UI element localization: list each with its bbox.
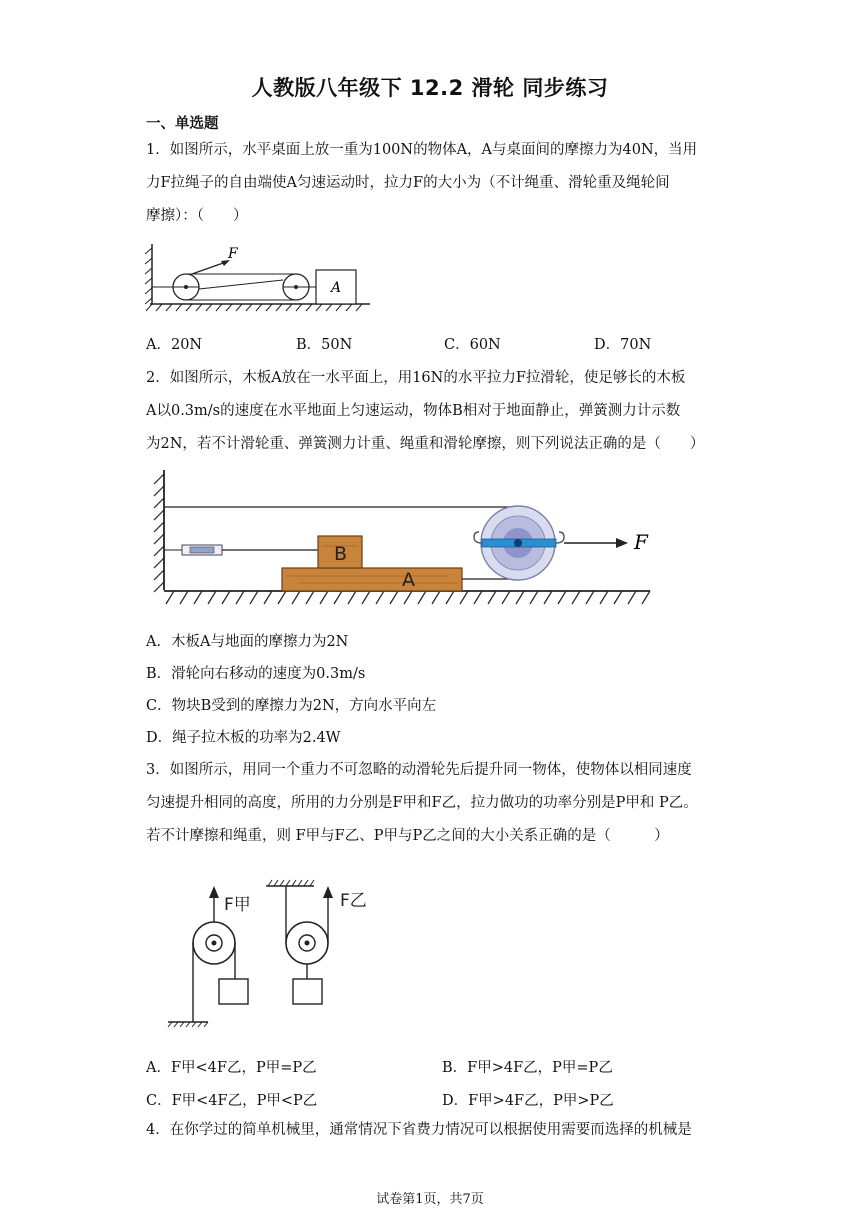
question-1-line-1: 1．如图所示，水平桌面上放一重为100N的物体A，A与桌面间的摩擦力为40N，当用 (146, 142, 698, 158)
question-1-option-a[interactable]: A．20N (146, 337, 203, 353)
question-3-option-b[interactable]: B．F甲>4F乙，P甲=P乙 (442, 1060, 613, 1076)
question-1-line-2: 力F拉绳子的自由端使A匀速运动时，拉力F的大小为（不计绳重、滑轮重及绳轮间 (146, 175, 670, 191)
question-4-line-1: 4．在你学过的简单机械里，通常情况下省费力情况可以根据使用需要而选择的机械是 (146, 1122, 692, 1138)
question-2-option-a[interactable]: A．木板A与地面的摩擦力为2N (146, 634, 349, 650)
question-2-figure (148, 468, 658, 610)
question-1-option-d[interactable]: D．70N (594, 337, 652, 353)
page-title: 人教版八年级下 12.2 滑轮 同步练习 (251, 76, 609, 100)
page-footer: 试卷第1页，共7页 (376, 1192, 484, 1207)
question-1-option-c[interactable]: C．60N (444, 337, 501, 353)
q2-block-label: B (334, 543, 348, 565)
question-3-figure (162, 876, 382, 1028)
question-1-figure (140, 240, 380, 312)
q2-force-label: F (634, 530, 648, 554)
question-3-line-3: 若不计摩擦和绳重，则 F甲与F乙、P甲与P乙之间的大小关系正确的是（ ） (146, 828, 669, 844)
question-3-option-a[interactable]: A．F甲<4F乙，P甲=P乙 (146, 1060, 317, 1076)
question-3-line-2: 匀速提升相同的高度，所用的力分别是F甲和F乙，拉力做功的功率分别是P甲和 P乙。 (146, 795, 698, 811)
q2-board-label: A (402, 569, 415, 591)
question-2-option-c[interactable]: C．物块B受到的摩擦力为2N，方向水平向左 (146, 698, 437, 714)
question-2-line-3: 为2N，若不计滑轮重、弹簧测力计重、绳重和滑轮摩擦，则下列说法正确的是（ ） (146, 436, 705, 452)
question-2-line-1: 2．如图所示，木板A放在一水平面上，用16N的水平拉力F拉滑轮，使足够长的木板 (146, 370, 686, 386)
q1-force-label: F (228, 246, 238, 262)
question-3-line-1: 3．如图所示，用同一个重力不可忽略的动滑轮先后提升同一物体，使物体以相同速度 (146, 762, 692, 778)
question-1-option-b[interactable]: B．50N (296, 337, 353, 353)
q3-force-right-label: F乙 (340, 891, 367, 911)
question-3-option-d[interactable]: D．F甲>4F乙，P甲>P乙 (442, 1093, 614, 1109)
q3-force-left-label: F甲 (224, 895, 251, 915)
question-2-option-b[interactable]: B．滑轮向右移动的速度为0.3m/s (146, 666, 366, 682)
q1-block-label: A (331, 280, 342, 296)
question-2-option-d[interactable]: D．绳子拉木板的功率为2.4W (146, 730, 341, 746)
question-3-option-c[interactable]: C．F甲<4F乙，P甲<P乙 (146, 1093, 318, 1109)
question-1-line-3: 摩擦）：（ ） (146, 208, 248, 224)
question-2-line-2: A以0.3m/s的速度在水平地面上匀速运动，物体B相对于地面静止，弹簧测力计示数 (146, 403, 681, 419)
section-heading: 一、单选题 (146, 116, 219, 132)
